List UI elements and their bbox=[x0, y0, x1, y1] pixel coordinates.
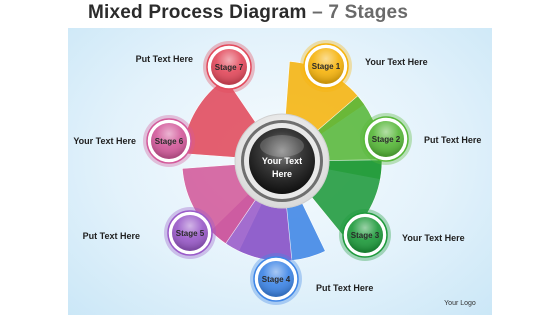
logo-placeholder: Your Logo bbox=[444, 300, 476, 307]
stage-1-node[interactable] bbox=[300, 40, 352, 92]
stage-2-text: Put Text Here bbox=[424, 135, 482, 145]
title-sub: 7 Stages bbox=[328, 2, 409, 23]
stage-1-text: Your Text Here bbox=[365, 57, 428, 67]
stage-6-text: Your Text Here bbox=[73, 136, 136, 146]
title-dash: – bbox=[312, 2, 323, 23]
stage-1-label: Stage 1 bbox=[311, 62, 341, 71]
stage-7-text: Put Text Here bbox=[135, 54, 193, 64]
stage-5-label: Stage 5 bbox=[175, 229, 205, 238]
stage-5-node[interactable] bbox=[164, 207, 216, 259]
stage-2-label: Stage 2 bbox=[371, 135, 401, 144]
stage-4-text: Put Text Here bbox=[316, 283, 374, 293]
stage-6-label: Stage 6 bbox=[154, 137, 184, 146]
stage-6-node[interactable] bbox=[143, 115, 195, 167]
title-main: Mixed Process Diagram bbox=[88, 2, 307, 23]
stage-7-label: Stage 7 bbox=[214, 63, 244, 72]
center-text-line1: Your Text bbox=[261, 156, 303, 166]
center-hub bbox=[235, 114, 329, 208]
stage-7-node[interactable] bbox=[203, 41, 255, 93]
stage-4-label: Stage 4 bbox=[261, 275, 291, 284]
hub-highlight bbox=[260, 135, 304, 157]
stage-3-label: Stage 3 bbox=[350, 231, 380, 240]
center-text-line2: Here bbox=[271, 169, 293, 179]
stage-5-text: Put Text Here bbox=[82, 231, 140, 241]
stage-3-text: Your Text Here bbox=[402, 233, 465, 243]
stage-4-node[interactable] bbox=[250, 253, 302, 305]
stage-3-node[interactable] bbox=[339, 209, 391, 261]
stage-2-node[interactable] bbox=[360, 113, 412, 165]
